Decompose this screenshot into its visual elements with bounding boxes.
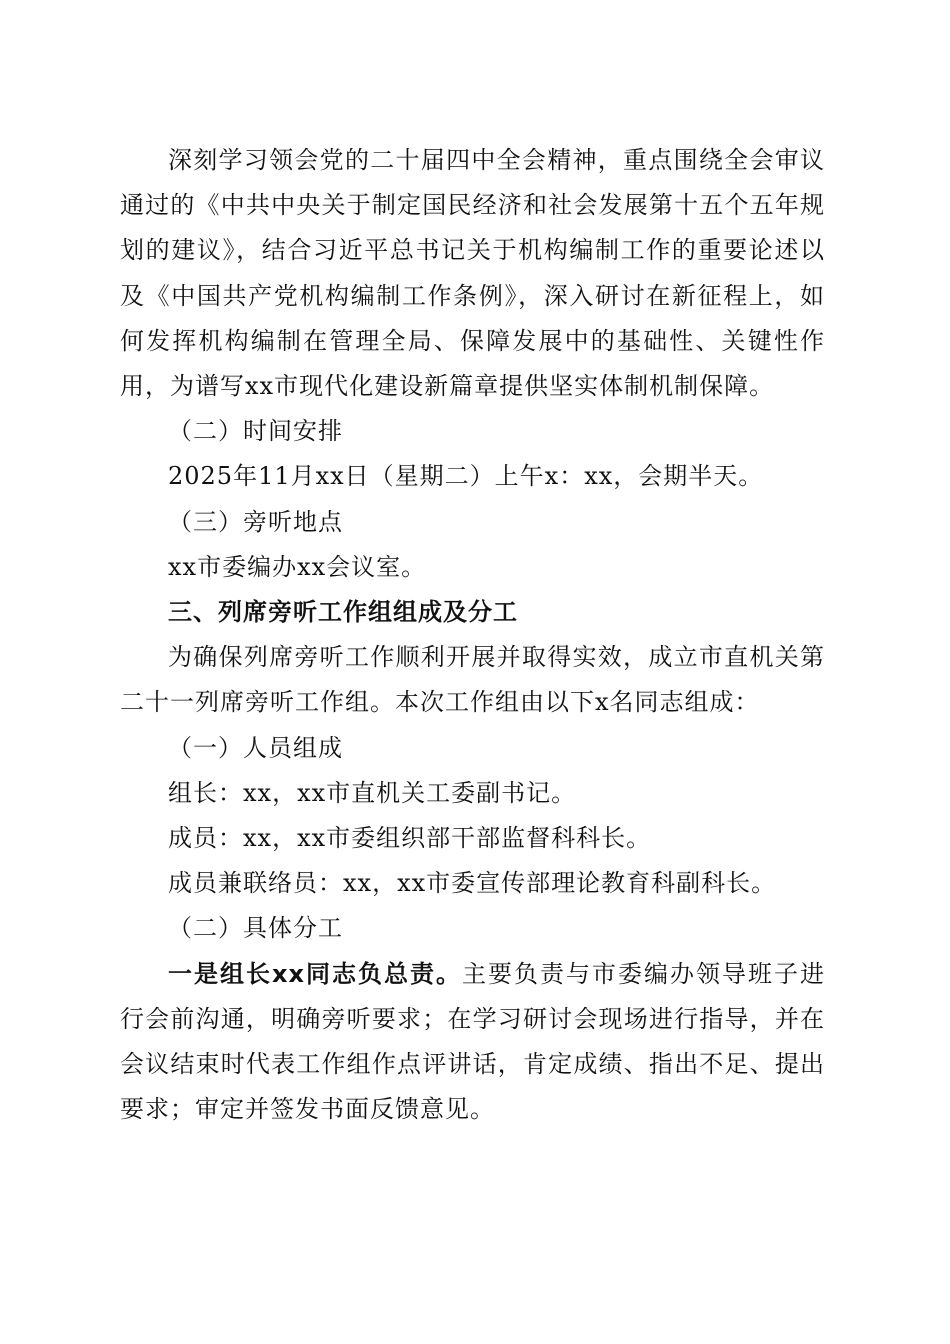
section3-text: 为确保列席旁听工作顺利开展并取得实效，成立市直机关第二十一列席旁听工作组。本次工作组由以下x名同志组成： <box>120 643 825 717</box>
time-text: 2025年11月xx日（星期二）上午x：xx，会期半天。 <box>168 462 764 491</box>
time-heading: （二）时间安排 <box>168 417 343 446</box>
section3-heading: 三、列席旁听工作组组成及分工 <box>168 598 518 627</box>
division-paragraph <box>120 952 825 1133</box>
division-heading: （二）具体分工 <box>168 914 343 943</box>
place-heading: （三）旁听地点 <box>168 507 343 536</box>
member-leader: 组长：xx，xx市直机关工委副书记。 <box>168 778 577 807</box>
member-2: 成员兼联络员：xx，xx市委宣传部理论教育科副科长。 <box>168 869 777 898</box>
member-1: 成员：xx，xx市委组织部干部监督科科长。 <box>168 824 652 853</box>
place-text: xx市委编办xx会议室。 <box>168 552 427 581</box>
members-heading: （一）人员组成 <box>168 733 343 762</box>
intro-paragraph: 深刻学习领会党的二十届四中全会精神，重点围绕全会审议通过的《中共中央关于制定国民经济和社会发展第十五个五年规划的建议》，结合习近平总书记关于机构编制工作的重要论述以及《中国共产党机构编制工作条例》，深入研讨在新征程上，如何发挥机构编制在管理全局、保障发展中的基础性、关键性作用，为谱写xx市现代化建设新篇章提供坚实体制机制保障。 <box>120 146 825 401</box>
division-lead: 一是组长xx同志负总责。 <box>168 959 462 988</box>
division-text: 主要负责与市委编办领导班子进行会前沟通，明确旁听要求；在学习研讨会现场进行指导，并在会议结束时代表工作组作点评讲话，肯定成绩、指出不足、提出要求；审定并签发书面反馈意见。 <box>120 959 826 1124</box>
document-page <box>120 138 825 1132</box>
